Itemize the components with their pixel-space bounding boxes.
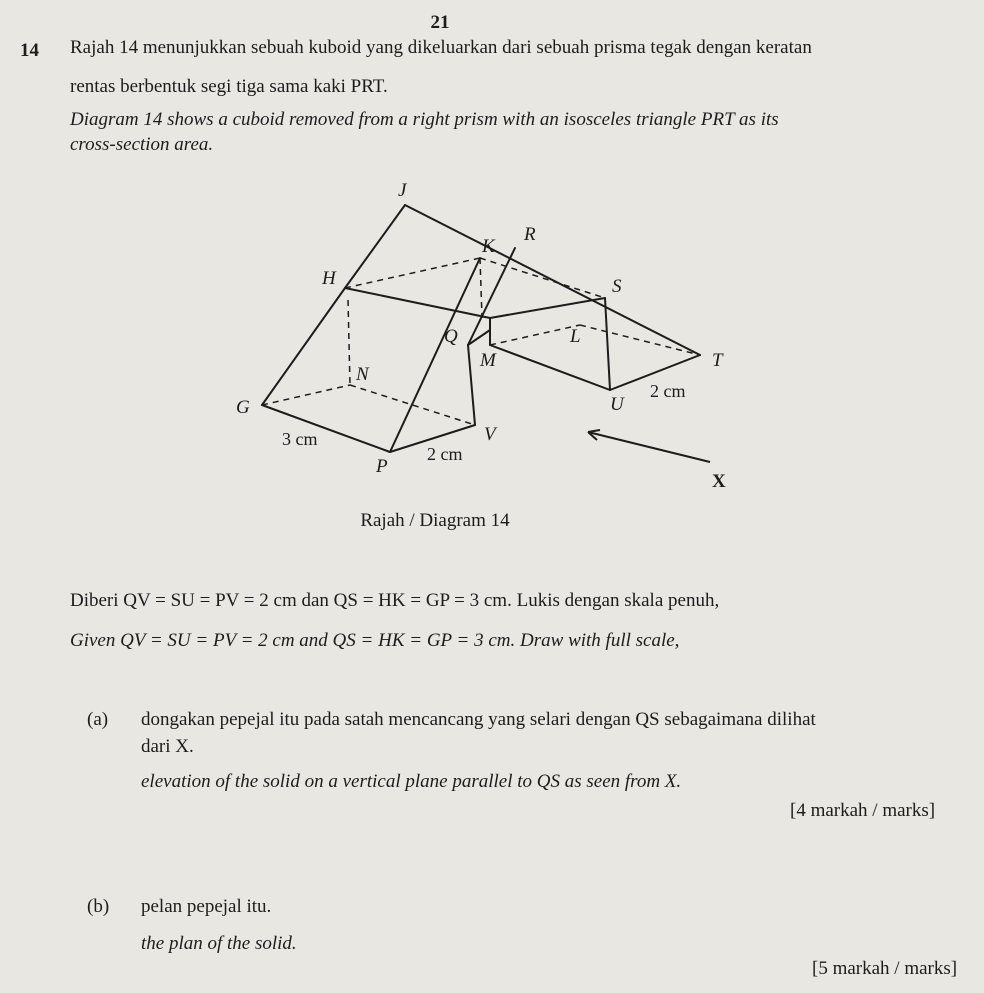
hidden-edge-k-s bbox=[480, 258, 605, 298]
label-q: Q bbox=[444, 326, 458, 347]
given-english: Given QV = SU = PV = 2 cm and QS = HK = GP = 3 cm. Draw with full scale, bbox=[70, 630, 680, 651]
view-direction-arrow bbox=[588, 432, 710, 462]
hidden-edge-m-l bbox=[490, 325, 580, 345]
part-b-english: the plan of the solid. bbox=[141, 933, 297, 954]
label-t: T bbox=[712, 350, 723, 371]
page-number: 21 bbox=[430, 12, 450, 33]
hidden-edge-l-t bbox=[580, 325, 700, 355]
intro-malay-line-1: Rajah 14 menunjukkan sebuah kuboid yang dikeluarkan dari sebuah prisma tegak dengan keratan bbox=[70, 37, 812, 58]
label-n: N bbox=[356, 364, 369, 385]
edge-q-s bbox=[490, 298, 605, 318]
intro-malay-line-2: rentas berbentuk segi tiga sama kaki PRT. bbox=[70, 76, 388, 97]
part-a-label: (a) bbox=[87, 709, 109, 730]
label-j: J bbox=[398, 180, 407, 201]
dimension-3cm: 3 cm bbox=[282, 429, 318, 449]
intro-english-line-2: cross-section area. bbox=[70, 134, 214, 155]
edge-r-m bbox=[468, 248, 515, 345]
diagram-caption: Rajah / Diagram 14 bbox=[360, 510, 510, 531]
edge-s-u bbox=[605, 298, 610, 390]
edge-j-h bbox=[345, 205, 405, 288]
given-malay: Diberi QV = SU = PV = 2 cm dan QS = HK = GP = 3 cm. Lukis dengan skala penuh, bbox=[70, 590, 720, 611]
question-number: 14 bbox=[20, 40, 39, 61]
label-p: P bbox=[376, 456, 388, 477]
part-a-malay-line-1: dongakan pepejal itu pada satah mencancang yang selari dengan QS sebagaimana dilihat bbox=[141, 709, 816, 730]
edge-h-q bbox=[345, 288, 490, 318]
dimension-2cm-pv: 2 cm bbox=[427, 444, 463, 464]
label-g: G bbox=[236, 397, 250, 418]
edge-v-m bbox=[468, 345, 475, 425]
edge-h-g bbox=[262, 288, 345, 405]
label-u: U bbox=[610, 394, 624, 415]
edge-m-u bbox=[490, 345, 610, 390]
label-s: S bbox=[612, 276, 622, 297]
part-a-marks: [4 markah / marks] bbox=[790, 800, 936, 821]
part-b-malay: pelan pepejal itu. bbox=[141, 896, 272, 917]
hidden-edge-h-n bbox=[348, 300, 350, 385]
part-b-label: (b) bbox=[87, 896, 110, 917]
label-m: M bbox=[480, 350, 496, 371]
part-a-english: elevation of the solid on a vertical plane parallel to QS as seen from X. bbox=[141, 771, 682, 792]
intro-english-line-1: Diagram 14 shows a cuboid removed from a right prism with an isosceles triangle PRT as its bbox=[70, 109, 779, 130]
label-l: L bbox=[570, 326, 581, 347]
hidden-edge-k-down bbox=[480, 258, 482, 318]
part-b-marks: [5 markah / marks] bbox=[812, 958, 958, 979]
part-a-malay-line-2: dari X. bbox=[141, 736, 194, 757]
label-h: H bbox=[322, 268, 336, 289]
label-x: X bbox=[712, 471, 726, 492]
label-k: K bbox=[482, 236, 495, 257]
hidden-edge-h-k bbox=[345, 258, 480, 288]
label-r: R bbox=[524, 224, 536, 245]
dimension-2cm-su: 2 cm bbox=[650, 381, 686, 401]
label-v: V bbox=[484, 424, 496, 445]
